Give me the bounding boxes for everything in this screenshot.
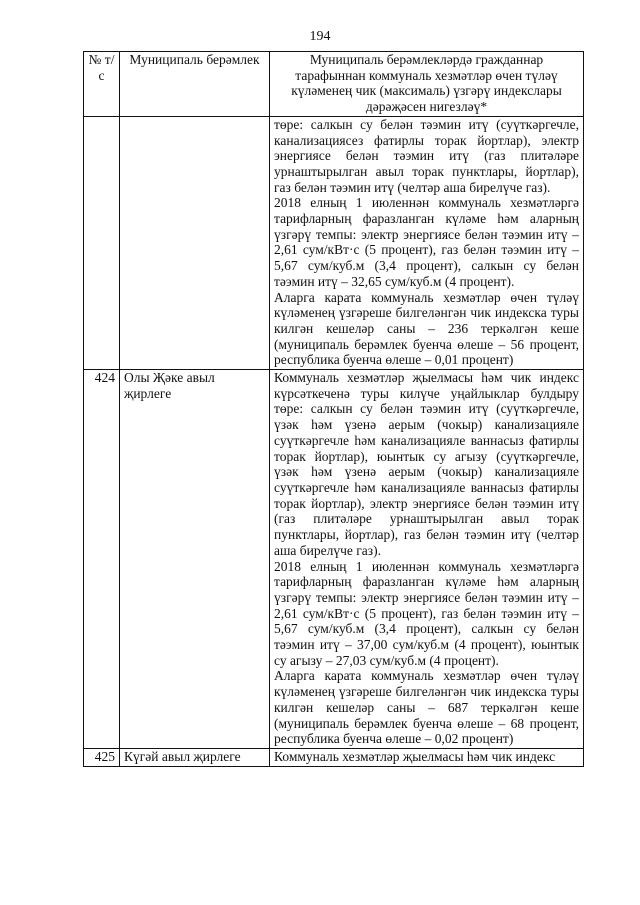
row-number <box>84 116 120 369</box>
row-description <box>270 116 584 369</box>
row-description <box>270 370 584 749</box>
header-municipality: Муниципаль берәмлек <box>120 52 270 117</box>
description-paragraph: Коммуналь хезмәтләр җыелмасы һәм чик индекс күрсәткеченә туры килүче уңайлыклар булдыру төре: салкын су белән тәэмин итү (суүткәргечле, үзәк һәм үзенә аерым (чокыр) канализацияле суүткәргечле һәм канализацияле ваннасыз фатирлы торак йортлар), юынтык су агызу (суүткәргечле, үзәк һәм үзенә аерым (чокыр) канализацияле суүткәргечле һәм канализацияле ваннасыз фатирлы торак йортлар), электр энергиясе белән тәэмин итү (газ плитәләре урнаштырылган авыл торак пунктлары, йортлар), газ белән тәэмин итү (челтәр аша бирелүче газ). <box>274 370 579 558</box>
page-number: 194 <box>309 29 331 44</box>
table-row <box>84 370 584 749</box>
description-paragraph: 2018 елның 1 июленнән коммуналь хезмәтләргә тарифларның фаразланган күләме һәм аларның үзгәрү темпы: электр энергиясе белән тәэмин итү – 2,61 сум/кВт·с (5 процент), газ белән тәэмин итү – 5,67 сум/куб.м (3,4 процент), салкын су белән тәэмин итү – 37,00 сум/куб.м (4 процент), юынтык су агызу – 27,03 сум/куб.м (4 процент). <box>274 558 579 668</box>
row-number: 425 <box>84 748 120 766</box>
description-paragraph: төре: салкын су белән тәэмин итү (суүткәргечле, канализациясез фатирлы торак йортлар), электр энергиясе белән тәэмин итү (газ плитәләре урнаштырылган авыл торак пунктлары, йортлар), газ белән тәэмин итү (челтәр аша бирелүче газ). <box>274 116 579 195</box>
description-paragraph: 2018 елның 1 июленнән коммуналь хезмәтләргә тарифларның фаразланган күләме һәм аларның үзгәрү темпы: электр энергиясе белән тәэмин итү – 2,61 сум/кВт·с (5 процент), газ белән тәэмин итү – 5,67 сум/куб.м (3,4 процент), салкын су белән тәэмин итү – 32,65 сум/куб.м (4 процент). <box>274 195 579 289</box>
table-header-row <box>84 52 584 117</box>
table-row <box>84 748 584 766</box>
description-paragraph: Коммуналь хезмәтләр җыелмасы һәм чик индекс <box>274 748 556 764</box>
header-description: Муниципаль берәмлекләрдә гражданнар тарафыннан коммуналь хезмәтләр өчен түләү күләменең чик (максималь) үзгәрү индекслары дәрәҗәсен нигезләү* <box>270 52 584 117</box>
row-description <box>270 748 584 766</box>
header-number: № т/с <box>84 52 120 117</box>
row-municipality: Олы Җәке авыл җирлеге <box>120 370 270 749</box>
description-paragraph: Аларга карата коммуналь хезмәтләр өчен түләү күләменең үзгәреше билгеләнгән чик индекска туры килгән кешеләр саны – 687 теркәлгән кеше (муниципаль берәмлек буенча өлеше – 68 процент, республика буенча өлеше – 0,02 процент) <box>274 668 579 747</box>
tariff-table <box>83 51 584 767</box>
row-municipality: Күгәй авыл җирлеге <box>120 748 270 766</box>
description-paragraph: Аларга карата коммуналь хезмәтләр өчен түләү күләменең үзгәреше билгеләнгән чик индекска туры килгән кешеләр саны – 236 теркәлгән кеше (муниципаль берәмлек буенча өлеше – 56 процент, республика буенча өлеше – 0,01 процент) <box>274 289 579 368</box>
table-row <box>84 116 584 369</box>
row-number: 424 <box>84 370 120 749</box>
row-municipality <box>120 116 270 369</box>
